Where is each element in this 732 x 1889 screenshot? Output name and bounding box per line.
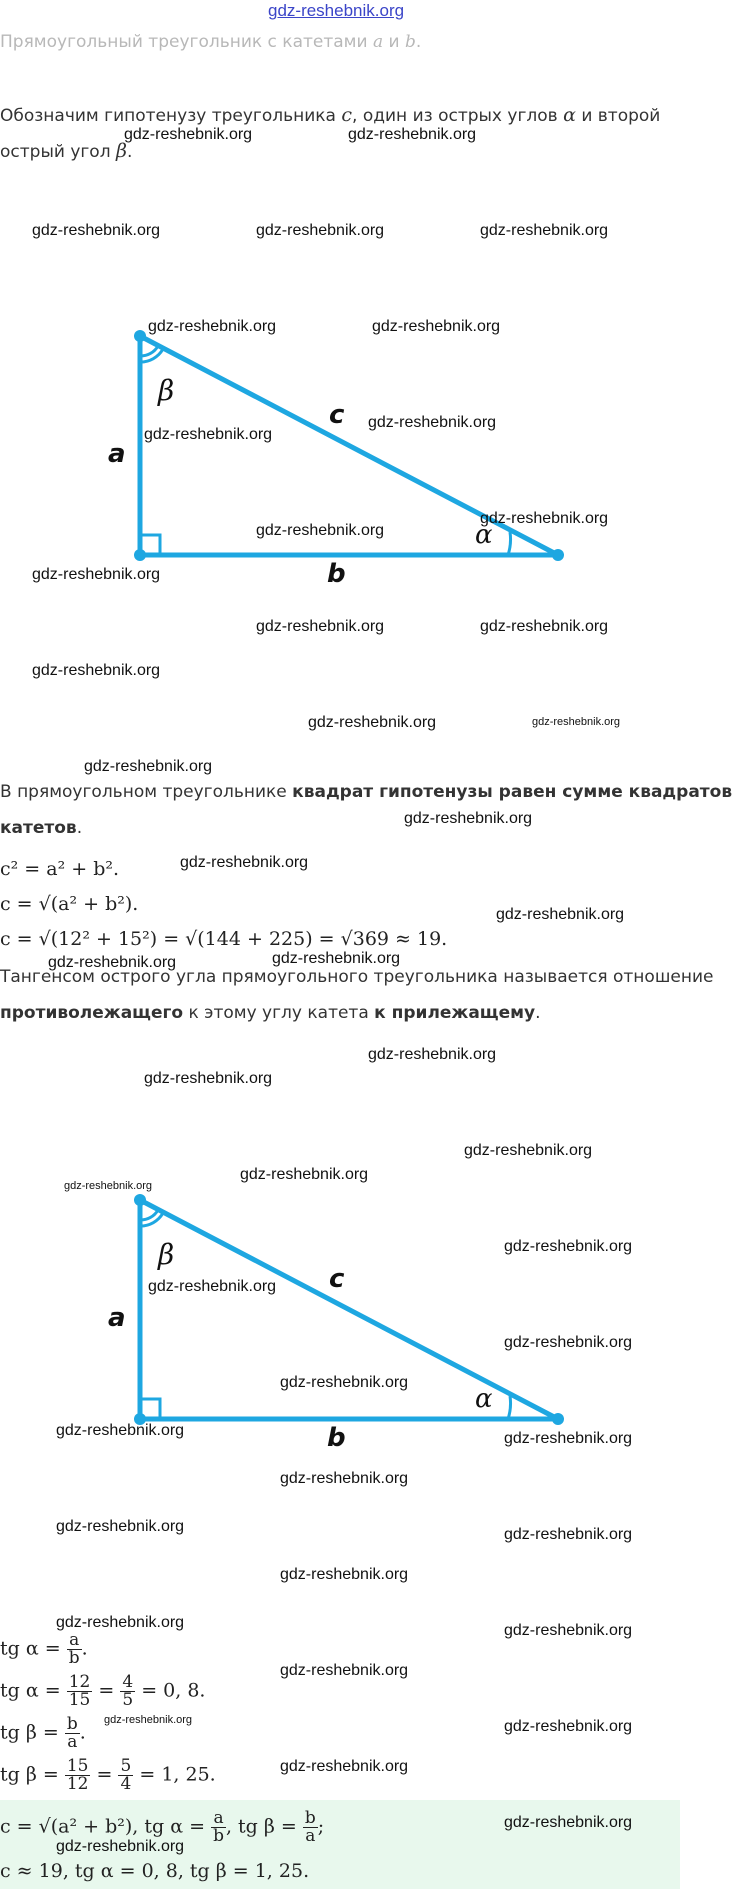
watermark: gdz-reshebnik.org (504, 1334, 633, 1351)
formula-c-squared: c² = a² + b². (0, 858, 120, 880)
tangent-bold-1: противолежащего (0, 1003, 184, 1023)
formula-c-sqrt: c = √(a² + b²). (0, 893, 139, 915)
formula-end: = 1, 25. (139, 1763, 216, 1786)
side-c-label-2: c (329, 1264, 345, 1294)
watermark: gdz-reshebnik.org (256, 522, 385, 539)
para1-text-end: . (126, 142, 133, 162)
tangent-line1: Тангенсом острого угла прямоугольного треугольника называется отношение (0, 967, 714, 987)
pythagoras-text: В прямоугольном треугольнике (0, 782, 293, 802)
intro-and: и (383, 32, 405, 52)
watermark: gdz-reshebnik.org (104, 1714, 193, 1726)
watermark: gdz-reshebnik.org (64, 1180, 153, 1192)
fraction-4-5 (120, 1674, 135, 1709)
watermark: gdz-reshebnik.org (280, 1662, 409, 1679)
side-b-label-2: b (327, 1423, 346, 1453)
frac-num: 4 (122, 1672, 134, 1692)
angle-alpha-label: α (475, 520, 493, 550)
tangent-mid: к этому углу катета (183, 1003, 375, 1023)
header-link[interactable]: gdz-reshebnik.org (268, 1, 405, 20)
tangent-bold-2: к прилежащему (374, 1003, 536, 1023)
watermark: gdz-reshebnik.org (372, 318, 501, 335)
pythagoras-line1 (0, 781, 732, 803)
watermark: gdz-reshebnik.org (56, 1518, 185, 1535)
tangent-line2 (0, 1002, 541, 1024)
watermark: gdz-reshebnik.org (368, 414, 497, 431)
watermark: gdz-reshebnik.org (280, 1758, 409, 1775)
watermark: gdz-reshebnik.org (56, 1838, 185, 1855)
pythagoras-line2 (0, 817, 82, 839)
watermark: gdz-reshebnik.org (504, 1814, 633, 1831)
intro-var-a: a (372, 32, 384, 52)
watermark: gdz-reshebnik.org (32, 662, 161, 679)
frac-den: 12 (66, 1774, 89, 1794)
formula-eq: = (98, 1679, 115, 1702)
watermark: gdz-reshebnik.org (504, 1238, 633, 1255)
fraction-5-4 (118, 1758, 133, 1793)
frac-num: 15 (66, 1756, 89, 1776)
watermark: gdz-reshebnik.org (480, 618, 609, 635)
watermark: gdz-reshebnik.org (180, 854, 309, 871)
angle-beta-label-2: β (158, 1238, 175, 1271)
para1-line1 (0, 104, 660, 127)
formula-eq: = (96, 1763, 113, 1786)
intro-end: . (415, 32, 422, 52)
watermark: gdz-reshebnik.org (148, 318, 277, 335)
watermark: gdz-reshebnik.org (496, 906, 625, 923)
formula-c-value: c = √(12² + 15²) = √(144 + 225) = √369 ≈ 19. (0, 928, 448, 950)
watermark: gdz-reshebnik.org (280, 1374, 409, 1391)
frac-num: 12 (68, 1672, 91, 1692)
watermark: gdz-reshebnik.org (480, 510, 609, 527)
watermark: gdz-reshebnik.org (348, 126, 477, 143)
triangle-diagram-2 (0, 1165, 680, 1465)
pythagoras-bold: квадрат гипотенузы равен сумме квадратов (292, 782, 732, 802)
para1-text-post: и второй (575, 106, 661, 126)
formula-tga-lhs: tg α = (0, 1637, 61, 1660)
frac-den: 4 (120, 1774, 132, 1794)
fraction-b-over-a (65, 1716, 80, 1751)
answer-text-mid: , tg β = (225, 1815, 297, 1838)
frac-den: 15 (68, 1690, 91, 1710)
para1-line2 (0, 140, 132, 163)
formula-tg-beta (0, 1716, 86, 1751)
watermark: gdz-reshebnik.org (404, 810, 533, 827)
watermark: gdz-reshebnik.org (308, 714, 437, 731)
watermark: gdz-reshebnik.org (32, 566, 161, 583)
side-a-label: a (108, 439, 126, 469)
watermark: gdz-reshebnik.org (56, 1614, 185, 1631)
fraction-12-15 (67, 1674, 93, 1709)
frac-num: a (213, 1808, 224, 1828)
intro-text: Прямоугольный треугольник с катетами (0, 32, 373, 52)
formula-tg-beta-value (0, 1758, 216, 1793)
para1-var-alpha: α (563, 104, 576, 126)
formula-end: . (79, 1721, 86, 1744)
watermark: gdz-reshebnik.org (48, 954, 177, 971)
watermark: gdz-reshebnik.org (144, 426, 273, 443)
formula-end: = 0, 8. (141, 1679, 206, 1702)
answer-frac-a-b (211, 1810, 226, 1845)
watermark: gdz-reshebnik.org (256, 222, 385, 239)
tangent-end: . (535, 1003, 541, 1023)
frac-den: a (65, 1733, 80, 1751)
formula-tg-alpha-value (0, 1674, 205, 1709)
answer-line2: c ≈ 19, tg α = 0, 8, tg β = 1, 25. (0, 1860, 310, 1882)
frac-num: 5 (120, 1756, 132, 1776)
side-c-label: c (329, 400, 345, 430)
frac-num: a (69, 1630, 80, 1650)
para1-var-c: c (341, 104, 353, 126)
answer-frac-b-a (303, 1810, 318, 1845)
fraction-15-12 (65, 1758, 91, 1793)
pythagoras-end: . (76, 818, 83, 838)
watermark: gdz-reshebnik.org (84, 758, 213, 775)
answer-text: c = √(a² + b²), tg α = (0, 1815, 206, 1838)
watermark: gdz-reshebnik.org (504, 1430, 633, 1447)
frac-den: 5 (122, 1690, 134, 1710)
para1-var-beta: β (115, 140, 127, 162)
triangle-diagram-1 (0, 300, 680, 600)
watermark: gdz-reshebnik.org (148, 1278, 277, 1295)
formula-tgb-lhs: tg β = (0, 1721, 59, 1744)
intro-line (0, 31, 421, 53)
watermark: gdz-reshebnik.org (504, 1718, 633, 1735)
fraction-a-over-b (67, 1632, 82, 1667)
watermark: gdz-reshebnik.org (480, 222, 609, 239)
watermark: gdz-reshebnik.org (56, 1422, 185, 1439)
para1-text: Обозначим гипотенузу треугольника (0, 106, 342, 126)
para1-text-mid: , один из острых углов (352, 106, 564, 126)
frac-num: b (304, 1808, 316, 1828)
formula-tgb2-lhs: tg β = (0, 1763, 59, 1786)
watermark: gdz-reshebnik.org (504, 1526, 633, 1543)
frac-den: a (303, 1827, 318, 1845)
angle-alpha-label-2: α (475, 1384, 493, 1414)
formula-end: . (81, 1637, 88, 1660)
watermark: gdz-reshebnik.org (368, 1046, 497, 1063)
para1-text-2: острый угол (0, 142, 116, 162)
frac-den: b (213, 1826, 224, 1846)
pythagoras-bold-2: катетов (0, 818, 77, 838)
watermark: gdz-reshebnik.org (124, 126, 253, 143)
watermark: gdz-reshebnik.org (280, 1470, 409, 1487)
watermark: gdz-reshebnik.org (272, 950, 401, 967)
side-a-label-2: a (108, 1303, 126, 1333)
watermark: gdz-reshebnik.org (256, 618, 385, 635)
frac-num: b (66, 1714, 78, 1734)
formula-tg-alpha (0, 1632, 88, 1667)
watermark: gdz-reshebnik.org (144, 1070, 273, 1087)
watermark: gdz-reshebnik.org (280, 1566, 409, 1583)
watermark: gdz-reshebnik.org (532, 716, 621, 728)
formula-tga2-lhs: tg α = (0, 1679, 61, 1702)
watermark: gdz-reshebnik.org (32, 222, 161, 239)
intro-var-b: b (404, 32, 416, 52)
answer-text-end: ; (317, 1815, 325, 1838)
frac-den: b (68, 1648, 80, 1668)
watermark: gdz-reshebnik.org (240, 1166, 369, 1183)
angle-beta-label: β (158, 374, 175, 407)
watermark: gdz-reshebnik.org (464, 1142, 593, 1159)
watermark: gdz-reshebnik.org (504, 1622, 633, 1639)
side-b-label: b (327, 559, 346, 589)
